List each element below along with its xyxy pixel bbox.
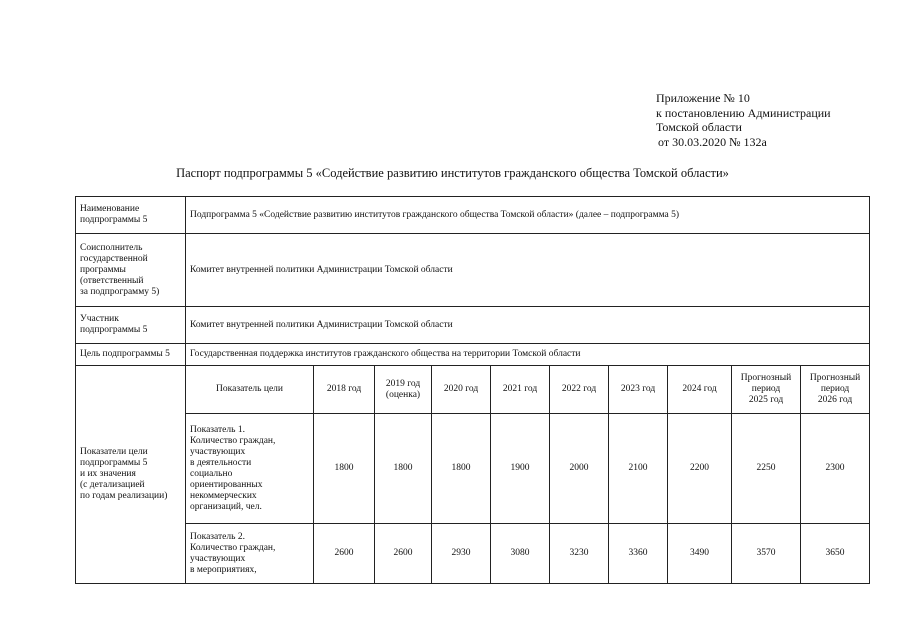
indicator-1-value: 1800 <box>375 414 432 524</box>
value-goal: Государственная поддержка институтов гражданского общества на территории Томской области <box>186 344 870 366</box>
indicator-1-value: 1800 <box>432 414 491 524</box>
indicator-2-name: Показатель 2. Количество граждан, участвующих в мероприятиях, <box>186 524 314 584</box>
header-2026: Прогнозный период 2026 год <box>801 366 870 414</box>
indicator-2-value: 2930 <box>432 524 491 584</box>
header-2025: Прогнозный период 2025 год <box>732 366 801 414</box>
label-indicators: Показатели цели подпрограммы 5 и их значения (с детализацией по годам реализации) <box>76 366 186 584</box>
indicator-2-value: 2600 <box>375 524 432 584</box>
appendix-block <box>656 91 896 149</box>
row-coexecutor <box>76 234 870 307</box>
document-title: Паспорт подпрограммы 5 «Содействие развитию институтов гражданского общества Томской области» <box>176 166 729 180</box>
value-participant: Комитет внутренней политики Администрации Томской области <box>186 307 870 344</box>
row-participant <box>76 307 870 344</box>
label-goal: Цель подпрограммы 5 <box>76 344 186 366</box>
label-subprogram-name: Наименование подпрограммы 5 <box>76 197 186 234</box>
indicator-1-name: Показатель 1. Количество граждан, участвующих в деятельности социально ориентированных некоммерческих организаций, чел. <box>186 414 314 524</box>
indicator-1-value: 2300 <box>801 414 870 524</box>
indicator-2-value: 2600 <box>314 524 375 584</box>
appendix-line-2: к постановлению Администрации <box>656 105 831 120</box>
indicator-1-value: 2250 <box>732 414 801 524</box>
header-2020: 2020 год <box>432 366 491 414</box>
appendix-line-3: Томской области <box>656 120 742 135</box>
indicator-2-value: 3570 <box>732 524 801 584</box>
appendix-line-4: от 30.03.2020 № 132а <box>658 134 767 149</box>
indicator-row-1 <box>76 414 870 524</box>
indicator-2-value: 3650 <box>801 524 870 584</box>
header-2021: 2021 год <box>491 366 550 414</box>
indicator-2-value: 3080 <box>491 524 550 584</box>
appendix-line-1: Приложение № 10 <box>656 91 750 105</box>
indicator-2-value: 3230 <box>550 524 609 584</box>
passport-table <box>75 196 870 584</box>
header-2024: 2024 год <box>668 366 732 414</box>
label-participant: Участник подпрограммы 5 <box>76 307 186 344</box>
header-2018: 2018 год <box>314 366 375 414</box>
indicator-row-2 <box>76 524 870 584</box>
indicator-1-value: 2200 <box>668 414 732 524</box>
header-indicator: Показатель цели <box>186 366 314 414</box>
label-coexecutor: Соисполнитель государственной программы (ответственный за подпрограмму 5) <box>76 234 186 307</box>
indicators-header-row <box>76 366 870 414</box>
indicator-2-value: 3360 <box>609 524 668 584</box>
indicator-1-value: 1800 <box>314 414 375 524</box>
header-2022: 2022 год <box>550 366 609 414</box>
indicator-1-value: 2000 <box>550 414 609 524</box>
value-subprogram-name: Подпрограмма 5 «Содействие развитию институтов гражданского общества Томской области» (далее – подпрограмма 5) <box>186 197 870 234</box>
header-2019: 2019 год (оценка) <box>375 366 432 414</box>
indicator-1-value: 1900 <box>491 414 550 524</box>
row-goal <box>76 344 870 366</box>
indicator-2-value: 3490 <box>668 524 732 584</box>
value-coexecutor: Комитет внутренней политики Администрации Томской области <box>186 234 870 307</box>
indicator-1-value: 2100 <box>609 414 668 524</box>
row-subprogram-name <box>76 197 870 234</box>
header-2023: 2023 год <box>609 366 668 414</box>
